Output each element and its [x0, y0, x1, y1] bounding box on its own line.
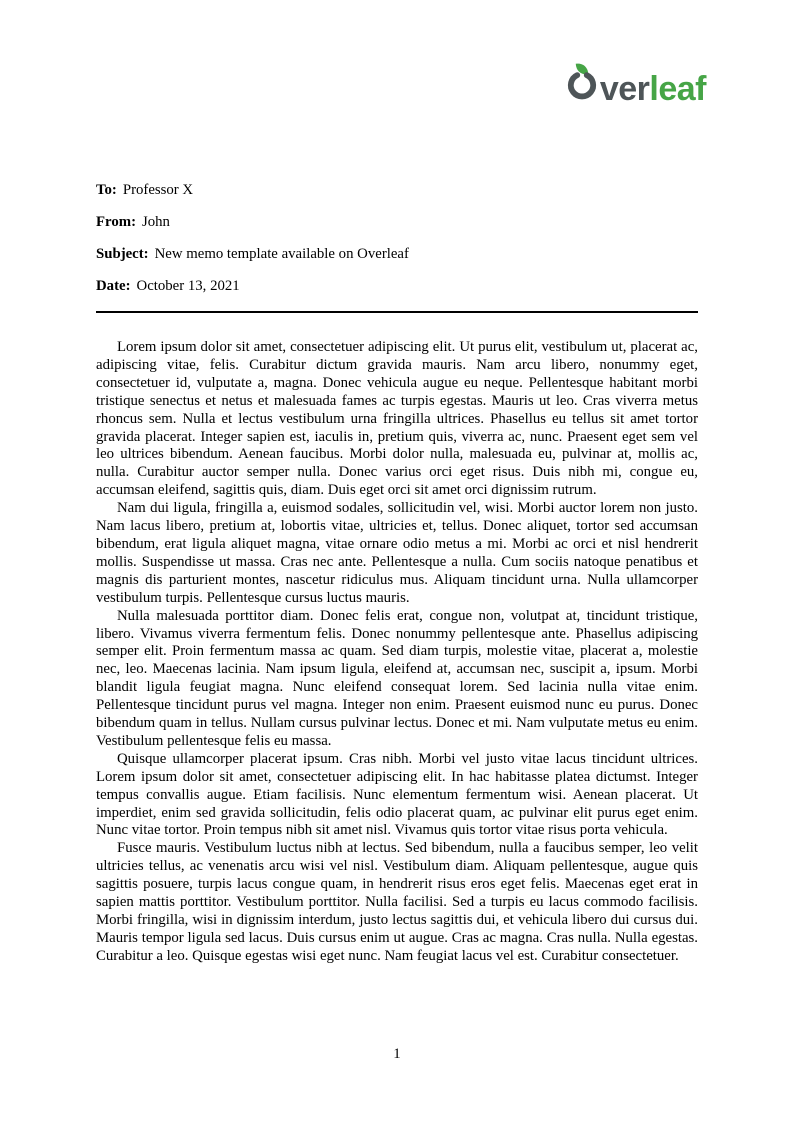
from-value: John	[142, 214, 170, 230]
subject-label: Subject:	[96, 246, 149, 262]
date-value: October 13, 2021	[136, 278, 240, 294]
paragraph-4: Quisque ullamcorper placerat ipsum. Cras nibh. Morbi vel justo vitae lacus tincidunt ultrices. Lorem ipsum dolor sit amet, consectetuer adipiscing elit. In hac habitasse platea dictumst. Integer tempus convallis augue. Etiam facilisis. Nunc elementum fermentum wisi. Aenean placerat. Ut imperdiet, enim sed gravida sollicitudin, felis odio placerat quam, ac pulvinar elit purus eget enim. Nunc vitae tortor. Proin tempus nibh sit amet nisl. Vivamus quis tortor vitae risus porta vehicula.	[96, 750, 698, 839]
paragraph-3: Nulla malesuada porttitor diam. Donec felis erat, congue non, volutpat at, tincidunt tristique, libero. Vivamus viverra fermentum felis. Donec nonummy pellentesque ante. Phasellus adipiscing semper elit. Proin fermentum massa ac quam. Sed diam turpis, molestie vitae, placerat a, molestie nec, leo. Maecenas lacinia. Nam ipsum ligula, eleifend at, accumsan nec, suscipit a, ipsum. Morbi blandit ligula feugiat magna. Nunc eleifend consequat lorem. Sed lacinia nulla vitae enim. Pellentesque tincidunt purus vel magna. Integer non enim. Praesent euismod nunc eu purus. Donec bibendum quam in tellus. Nullam cursus pulvinar lectus. Donec et mi. Nam vulputate metus eu enim. Vestibulum pellentesque felis eu massa.	[96, 607, 698, 749]
from-label: From:	[96, 214, 136, 230]
paragraph-2: Nam dui ligula, fringilla a, euismod sodales, sollicitudin vel, wisi. Morbi auctor lorem non justo. Nam lacus libero, pretium at, lobortis vitae, ultricies et, tellus. Donec aliquet, tortor sed accumsan bibendum, erat ligula aliquet magna, vitae ornare odio metus a mi. Morbi ac orci et nisl hendrerit mollis. Suspendisse ut massa. Cras nec ante. Pellentesque a nulla. Cum sociis natoque penatibus et magnis dis parturient montes, nascetur ridiculus mus. Aliquam tincidunt urna. Nulla ullamcorper vestibulum turpis. Pellentesque cursus luctus mauris.	[96, 500, 698, 606]
memo-content	[96, 181, 698, 966]
overleaf-o-icon	[565, 62, 599, 100]
memo-field-to	[96, 181, 698, 199]
date-label: Date:	[96, 278, 131, 294]
memo-field-date	[96, 277, 698, 295]
paragraph-1: Lorem ipsum dolor sit amet, consectetuer adipiscing elit. Ut purus elit, vestibulum ut, placerat ac, adipiscing vitae, felis. Curabitur dictum gravida mauris. Nam arcu libero, nonummy eget, consectetuer id, vulputate a, magna. Donec vehicula augue eu neque. Pellentesque habitant morbi tristique senectus et netus et malesuada fames ac turpis egestas. Mauris ut leo. Cras viverra metus rhoncus sem. Nulla et lectus vestibulum urna fringilla ultrices. Phasellus eu tellus sit amet tortor gravida placerat. Integer sapien est, iaculis in, pretium quis, viverra ac, nunc. Praesent eget sem vel leo ultrices bibendum. Aenean faucibus. Morbi dolor nulla, malesuada eu, pulvinar at, mollis ac, nulla. Curabitur auctor semper nulla. Donec varius orci eget risus. Duis nibh mi, congue eu, accumsan eleifend, sagittis quis, diam. Duis eget orci sit amet orci dignissim rutrum.	[96, 339, 698, 499]
overleaf-logo	[565, 62, 706, 106]
memo-field-subject	[96, 245, 698, 263]
memo-body	[96, 339, 698, 966]
logo-text-over: ver	[599, 69, 650, 108]
to-value: Professor X	[122, 182, 194, 198]
divider-rule	[96, 311, 698, 313]
subject-value: New memo template available on Overleaf	[154, 246, 409, 262]
to-label: To:	[96, 182, 117, 198]
logo-o-ring	[571, 75, 593, 96]
page-footer	[0, 1046, 794, 1063]
memo-field-from	[96, 213, 698, 231]
page-number: 1	[393, 1046, 401, 1062]
logo-text-leaf: leaf	[649, 69, 706, 108]
paragraph-5: Fusce mauris. Vestibulum luctus nibh at lectus. Sed bibendum, nulla a faucibus semper, leo velit ultricies tellus, ac venenatis arcu wisi vel nisl. Vestibulum diam. Aliquam pellentesque, augue quis sagittis posuere, turpis lacus congue quam, in hendrerit risus eros eget felis. Maecenas eget erat in sapien mattis porttitor. Vestibulum porttitor. Nulla facilisi. Sed a turpis eu lacus commodo facilisis. Morbi fringilla, wisi in dignissim interdum, justo lectus sagittis dui, et vehicula libero dui cursus dui. Mauris tempor ligula sed lacus. Duis cursus enim ut augue. Cras ac magna. Cras nulla. Nulla egestas. Curabitur a leo. Quisque egestas wisi eget nunc. Nam feugiat lacus vel est. Curabitur consectetuer.	[96, 840, 698, 964]
